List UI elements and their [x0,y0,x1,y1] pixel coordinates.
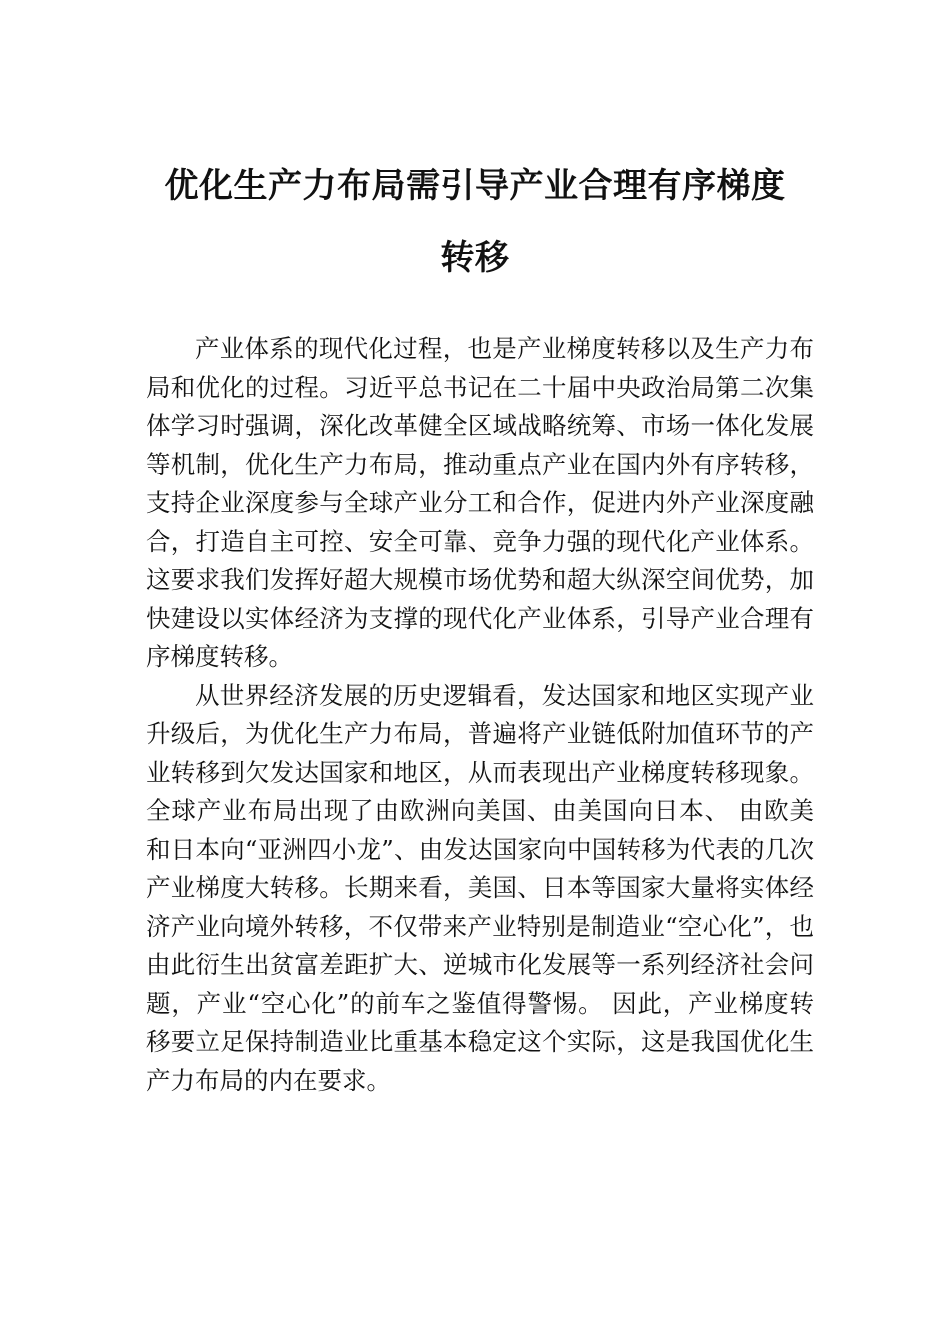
document-title: 优化生产力布局需引导产业合理有序梯度转移 [164,166,786,278]
paragraph-2: 从世界经济发展的历史逻辑看，发达国家和地区实现产业升级后，为优化生产力布局，普遍将产业链低附加值环节的产业转移到欠发达国家和地区，从而表现出产业梯度转移现象。全球产业布局出现了由欧洲向美国、由美国向日本、 由欧美和日本向“亚洲四小龙”、由发达国家向中国转移为代表的几次产业梯度大转移。长期来看，美国、日本等国家大量将实体经济产业向境外转移，不仅带来产业特别是制造业“空心化”，也由此衍生出贫富差距扩大、逆城市化发展等一系列经济社会问题，产业“空心化”的前车之鉴值得警惕。 因此，产业梯度转移要立足保持制造业比重基本稳定这个实际，这是我国优化生产力布局的内在要求。 [146,680,814,1095]
document-body [146,330,814,1100]
paragraph-1: 产业体系的现代化过程，也是产业梯度转移以及生产力布局和优化的过程。习近平总书记在二十届中央政治局第二次集体学习时强调，深化改革健全区域战略统筹、市场一体化发展等机制，优化生产力布局，推动重点产业在国内外有序转移，支持企业深度参与全球产业分工和合作，促进内外产业深度融合，打造自主可控、安全可靠、竞争力强的现代化产业体系。这要求我们发挥好超大规模市场优势和超大纵深空间优势，加快建设以实体经济为支撑的现代化产业体系，引导产业合理有序梯度转移。 [146,334,814,671]
